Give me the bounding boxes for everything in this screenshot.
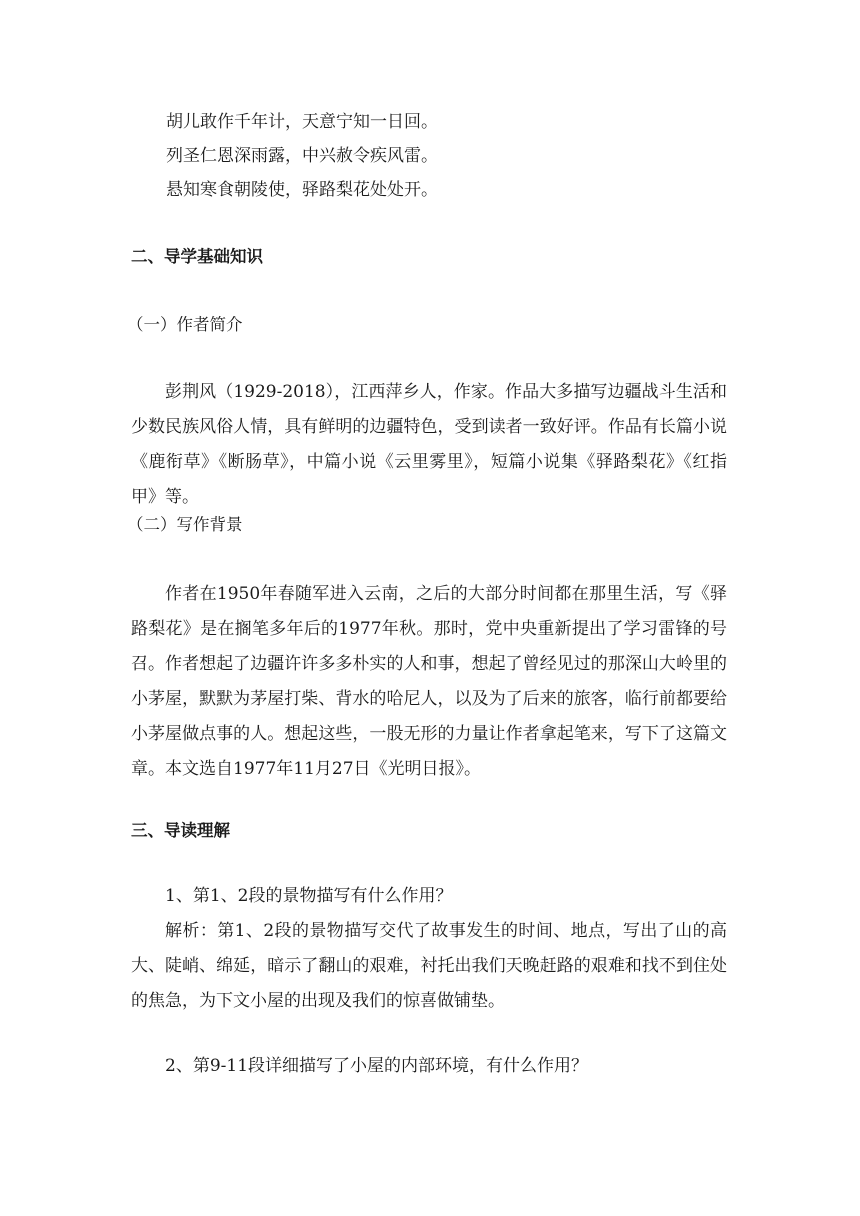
subheading-writing-background: （二）写作背景 [127,515,243,534]
question-block-2 [131,1049,727,1084]
author-intro-paragraph [131,375,727,515]
poem-line-2: 列圣仁恩深雨露，中兴赦令疾风雷。 [166,146,438,166]
section-heading-reading: 三、导读理解 [131,821,230,840]
section-heading-basics: 二、导学基础知识 [131,247,263,266]
question-2: 2、第9-11段详细描写了小屋的内部环境，有什么作用？ [165,1056,589,1076]
writing-background-paragraph [131,577,727,787]
author-intro-text: 彭荆风（1929-2018），江西萍乡人，作家。作品大多描写边疆战斗生活和少数民族风俗人情，具有鲜明的边疆特色，受到读者一致好评。作品有长篇小说《鹿衔草》《断肠草》，中篇小说《云里雾里》，短篇小说集《驿路梨花》《红指甲》等。 [131,382,727,507]
writing-background-text: 作者在1950年春随军进入云南，之后的大部分时间都在那里生活，写《驿路梨花》是在搁笔多年后的1977年秋。那时，党中央重新提出了学习雷锋的号召。作者想起了边疆许许多多朴实的人和事，想起了曾经见过的那深山大岭里的小茅屋，默默为茅屋打柴、背水的哈尼人，以及为了后来的旅客，临行前都要给小茅屋做点事的人。想起这些，一股无形的力量让作者拿起笔来，写下了这篇文章。本文选自1977年11月27日《光明日报》。 [131,584,727,779]
question-block-1 [131,879,727,1019]
poem-line-1: 胡儿敢作千年计，天意宁知一日回。 [166,112,438,132]
poem-line-3: 悬知寒食朝陵使，驿路梨花处处开。 [166,180,438,200]
answer-1: 解析：第1、2段的景物描写交代了故事发生的时间、地点，写出了山的高大、陡峭、绵延，暗示了翻山的艰难，衬托出我们天晚赶路的艰难和找不到住处的焦急，为下文小屋的出现及我们的惊喜做铺垫。 [131,921,727,1011]
subheading-author-intro: （一）作者简介 [127,315,243,334]
question-1: 1、第1、2段的景物描写有什么作用？ [165,886,453,906]
